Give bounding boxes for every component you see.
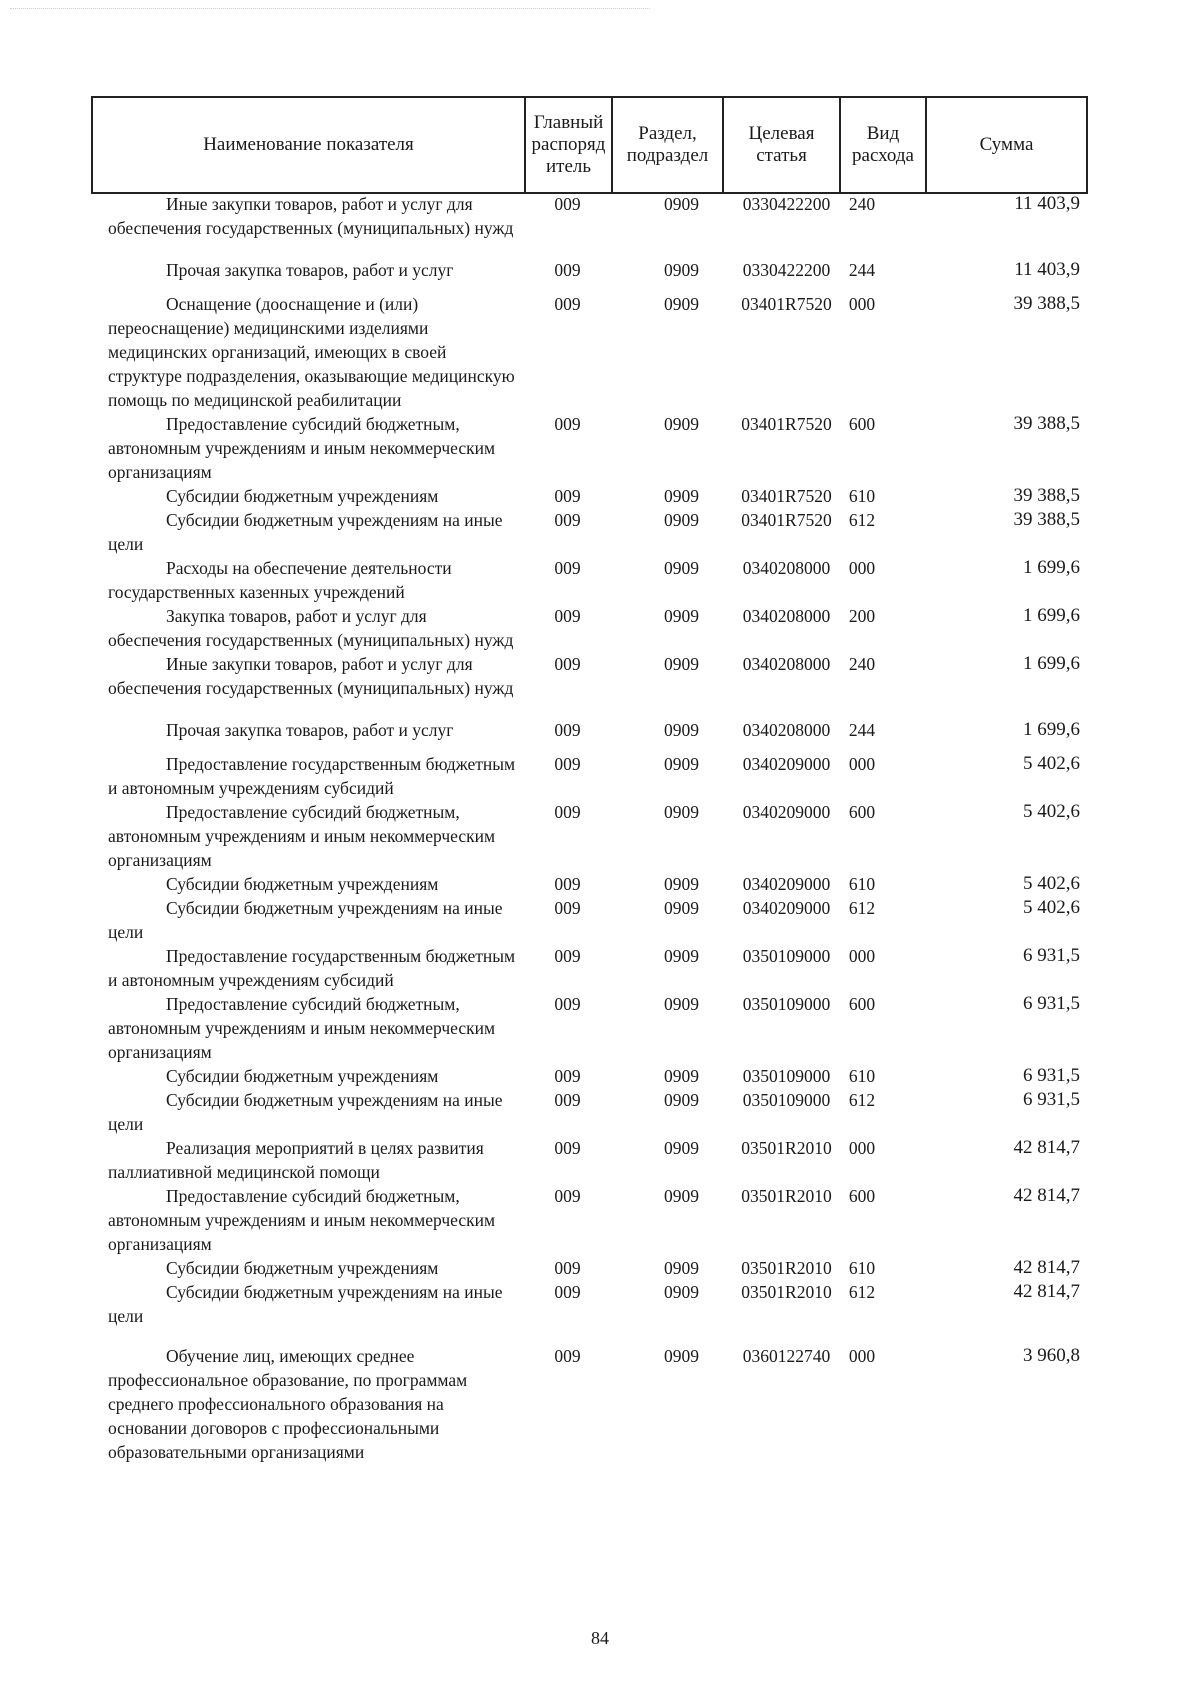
cell-vid: 240 — [848, 654, 876, 674]
cell-glav: 009 — [554, 1346, 581, 1366]
cell-razdel: 0909 — [664, 510, 699, 530]
cell-vid: 600 — [848, 414, 876, 434]
cell-name: Предоставление государственным бюджетным и автономным учреждениям субсидий — [108, 946, 516, 990]
header-razdel: Раздел, подраздел — [612, 97, 723, 193]
cell-celevaya: 0340209000 — [742, 802, 831, 822]
cell-razdel: 0909 — [664, 754, 699, 774]
cell-summa: 5 402,6 — [1023, 801, 1080, 822]
cell-razdel: 0909 — [664, 1090, 699, 1110]
header-glav: Главный распоряд итель — [525, 97, 612, 193]
cell-name: Закупка товаров, работ и услуг для обеспечения государственных (муниципальных) нужд — [108, 606, 514, 650]
cell-glav: 009 — [554, 754, 581, 774]
cell-name: Предоставление государственным бюджетным и автономным учреждениям субсидий — [108, 754, 516, 798]
cell-razdel: 0909 — [664, 1282, 699, 1302]
cell-celevaya: 0340209000 — [742, 898, 831, 918]
table-row — [91, 1256, 1086, 1280]
cell-name: Субсидии бюджетным учреждениям на иные цели — [108, 1090, 503, 1134]
cell-glav: 009 — [554, 558, 581, 578]
cell-celevaya: 0340208000 — [742, 558, 831, 578]
cell-celevaya: 0350109000 — [742, 1090, 831, 1110]
header-summa: Сумма — [926, 97, 1087, 193]
cell-celevaya: 0350109000 — [742, 994, 831, 1014]
cell-summa: 42 814,7 — [1013, 1281, 1080, 1302]
cell-glav: 009 — [554, 1258, 581, 1278]
cell-glav: 009 — [554, 946, 581, 966]
cell-summa: 6 931,5 — [1023, 945, 1080, 966]
cell-glav: 009 — [554, 654, 581, 674]
cell-summa: 6 931,5 — [1023, 1089, 1080, 1110]
cell-razdel: 0909 — [664, 874, 699, 894]
cell-summa: 11 403,9 — [1014, 259, 1080, 280]
cell-celevaya: 0350109000 — [742, 1066, 831, 1086]
cell-vid: 612 — [848, 1090, 876, 1110]
cell-razdel: 0909 — [664, 1186, 699, 1206]
cell-razdel: 0909 — [664, 994, 699, 1014]
cell-name: Субсидии бюджетным учреждениям — [166, 874, 439, 894]
cell-summa: 6 931,5 — [1023, 993, 1080, 1014]
cell-name: Предоставление субсидий бюджетным, автономным учреждениям и иным некоммерческим организациям — [108, 414, 496, 482]
table-row — [91, 240, 1086, 282]
cell-celevaya: 0340208000 — [742, 720, 831, 740]
cell-name: Предоставление субсидий бюджетным, автономным учреждениям и иным некоммерческим организациям — [108, 994, 496, 1062]
cell-name: Субсидии бюджетным учреждениям на иные цели — [108, 898, 503, 942]
cell-glav: 009 — [554, 510, 581, 530]
cell-razdel: 0909 — [664, 654, 699, 674]
cell-summa: 6 931,5 — [1023, 1065, 1080, 1086]
cell-vid: 000 — [848, 946, 876, 966]
cell-glav: 009 — [554, 720, 581, 740]
table-row — [91, 742, 1086, 800]
cell-razdel: 0909 — [664, 1258, 699, 1278]
cell-glav: 009 — [554, 486, 581, 506]
cell-razdel: 0909 — [664, 720, 699, 740]
cell-glav: 009 — [554, 802, 581, 822]
cell-name: Прочая закупка товаров, работ и услуг — [166, 720, 454, 740]
table-row — [91, 604, 1086, 652]
cell-razdel: 0909 — [664, 194, 699, 214]
cell-razdel: 0909 — [664, 606, 699, 626]
cell-summa: 42 814,7 — [1013, 1137, 1080, 1158]
cell-razdel: 0909 — [664, 260, 699, 280]
header-celevaya: Целевая статья — [723, 97, 840, 193]
table-row — [91, 1136, 1086, 1184]
cell-celevaya: 03401R7520 — [741, 486, 832, 506]
cell-vid: 612 — [848, 1282, 876, 1302]
cell-razdel: 0909 — [664, 1346, 699, 1366]
cell-vid: 600 — [848, 1186, 876, 1206]
cell-celevaya: 03501R2010 — [741, 1138, 832, 1158]
cell-celevaya: 03501R2010 — [741, 1186, 832, 1206]
budget-table — [91, 192, 1086, 1464]
cell-vid: 600 — [848, 802, 876, 822]
cell-name: Субсидии бюджетным учреждениям — [166, 486, 439, 506]
cell-vid: 240 — [848, 194, 876, 214]
table-row — [91, 992, 1086, 1064]
cell-vid: 610 — [848, 1258, 876, 1278]
cell-razdel: 0909 — [664, 558, 699, 578]
cell-name: Прочая закупка товаров, работ и услуг — [166, 260, 454, 280]
cell-razdel: 0909 — [664, 802, 699, 822]
table-row — [91, 872, 1086, 896]
table-row — [91, 282, 1086, 412]
cell-summa: 5 402,6 — [1023, 897, 1080, 918]
cell-summa: 39 388,5 — [1013, 413, 1080, 434]
cell-name: Расходы на обеспечение деятельности государственных казенных учреждений — [108, 558, 452, 602]
scan-artifact — [10, 8, 650, 12]
cell-vid: 000 — [848, 1138, 876, 1158]
cell-celevaya: 03501R2010 — [741, 1258, 832, 1278]
cell-glav: 009 — [554, 994, 581, 1014]
table-body — [91, 192, 1086, 1464]
table-row — [91, 192, 1086, 240]
cell-vid: 244 — [848, 260, 876, 280]
cell-celevaya: 03401R7520 — [741, 414, 832, 434]
cell-vid: 000 — [848, 294, 876, 314]
cell-vid: 200 — [848, 606, 876, 626]
cell-summa: 5 402,6 — [1023, 873, 1080, 894]
cell-vid: 610 — [848, 486, 876, 506]
cell-vid: 612 — [848, 898, 876, 918]
table-row — [91, 1064, 1086, 1088]
table-row — [91, 1328, 1086, 1464]
cell-summa: 1 699,6 — [1023, 557, 1080, 578]
cell-name: Субсидии бюджетным учреждениям на иные цели — [108, 1282, 503, 1326]
cell-glav: 009 — [554, 1066, 581, 1086]
table-row — [91, 1280, 1086, 1328]
cell-glav: 009 — [554, 414, 581, 434]
cell-summa: 1 699,6 — [1023, 653, 1080, 674]
cell-name: Субсидии бюджетным учреждениям на иные цели — [108, 510, 503, 554]
cell-name: Субсидии бюджетным учреждениям — [166, 1066, 439, 1086]
cell-razdel: 0909 — [664, 414, 699, 434]
cell-glav: 009 — [554, 898, 581, 918]
cell-celevaya: 03401R7520 — [741, 510, 832, 530]
cell-vid: 000 — [848, 1346, 876, 1366]
cell-summa: 39 388,5 — [1013, 485, 1080, 506]
cell-vid: 244 — [848, 720, 876, 740]
cell-glav: 009 — [554, 1282, 581, 1302]
cell-summa: 1 699,6 — [1023, 605, 1080, 626]
cell-celevaya: 0340208000 — [742, 606, 831, 626]
cell-summa: 42 814,7 — [1013, 1257, 1080, 1278]
cell-razdel: 0909 — [664, 486, 699, 506]
cell-summa: 11 403,9 — [1014, 193, 1080, 214]
cell-celevaya: 0340209000 — [742, 754, 831, 774]
cell-name: Субсидии бюджетным учреждениям — [166, 1258, 439, 1278]
cell-celevaya: 0330422200 — [742, 194, 831, 214]
cell-vid: 612 — [848, 510, 876, 530]
cell-summa: 3 960,8 — [1023, 1345, 1080, 1366]
header-name: Наименование показателя — [92, 97, 525, 193]
table-row — [91, 508, 1086, 556]
cell-celevaya: 0350109000 — [742, 946, 831, 966]
table-header — [91, 96, 1088, 194]
cell-summa: 39 388,5 — [1013, 293, 1080, 314]
cell-razdel: 0909 — [664, 294, 699, 314]
header-vid: Вид расхода — [840, 97, 926, 193]
table-row — [91, 1184, 1086, 1256]
cell-name: Реализация мероприятий в целях развития паллиативной медицинской помощи — [108, 1138, 484, 1182]
cell-glav: 009 — [554, 1138, 581, 1158]
table-row — [91, 896, 1086, 944]
table-row — [91, 944, 1086, 992]
cell-celevaya: 03401R7520 — [741, 294, 832, 314]
cell-vid: 610 — [848, 1066, 876, 1086]
cell-name: Иные закупки товаров, работ и услуг для обеспечения государственных (муниципальных) нужд — [108, 194, 514, 238]
cell-summa: 5 402,6 — [1023, 753, 1080, 774]
table-row — [91, 484, 1086, 508]
cell-vid: 000 — [848, 754, 876, 774]
cell-glav: 009 — [554, 294, 581, 314]
cell-razdel: 0909 — [664, 946, 699, 966]
cell-razdel: 0909 — [664, 1066, 699, 1086]
cell-celevaya: 0360122740 — [742, 1346, 831, 1366]
cell-glav: 009 — [554, 606, 581, 626]
cell-vid: 000 — [848, 558, 876, 578]
cell-name: Обучение лиц, имеющих среднее профессиональное образование, по программам среднего профессионального образования на основании договоров с профессиональными образовательными организациями — [108, 1346, 468, 1462]
cell-glav: 009 — [554, 874, 581, 894]
cell-celevaya: 0340208000 — [742, 654, 831, 674]
table-row — [91, 800, 1086, 872]
table-row — [91, 652, 1086, 700]
cell-vid: 600 — [848, 994, 876, 1014]
cell-celevaya: 0340209000 — [742, 874, 831, 894]
cell-name: Иные закупки товаров, работ и услуг для обеспечения государственных (муниципальных) нужд — [108, 654, 514, 698]
cell-summa: 42 814,7 — [1013, 1185, 1080, 1206]
table-row — [91, 556, 1086, 604]
table-row — [91, 700, 1086, 742]
cell-celevaya: 0330422200 — [742, 260, 831, 280]
cell-glav: 009 — [554, 194, 581, 214]
cell-glav: 009 — [554, 1090, 581, 1110]
table-row — [91, 412, 1086, 484]
cell-celevaya: 03501R2010 — [741, 1282, 832, 1302]
cell-glav: 009 — [554, 260, 581, 280]
cell-glav: 009 — [554, 1186, 581, 1206]
cell-name: Оснащение (дооснащение и (или) переоснащение) медицинскими изделиями медицинских организаций, имеющих в своей структуре подразделения, оказывающие медицинскую помощь по медицинской реабилитации — [108, 294, 515, 410]
cell-summa: 1 699,6 — [1023, 719, 1080, 740]
cell-summa: 39 388,5 — [1013, 509, 1080, 530]
cell-name: Предоставление субсидий бюджетным, автономным учреждениям и иным некоммерческим организациям — [108, 802, 496, 870]
cell-vid: 610 — [848, 874, 876, 894]
cell-razdel: 0909 — [664, 1138, 699, 1158]
page-number: 84 — [591, 1628, 609, 1648]
cell-razdel: 0909 — [664, 898, 699, 918]
cell-name: Предоставление субсидий бюджетным, автономным учреждениям и иным некоммерческим организациям — [108, 1186, 496, 1254]
table-row — [91, 1088, 1086, 1136]
